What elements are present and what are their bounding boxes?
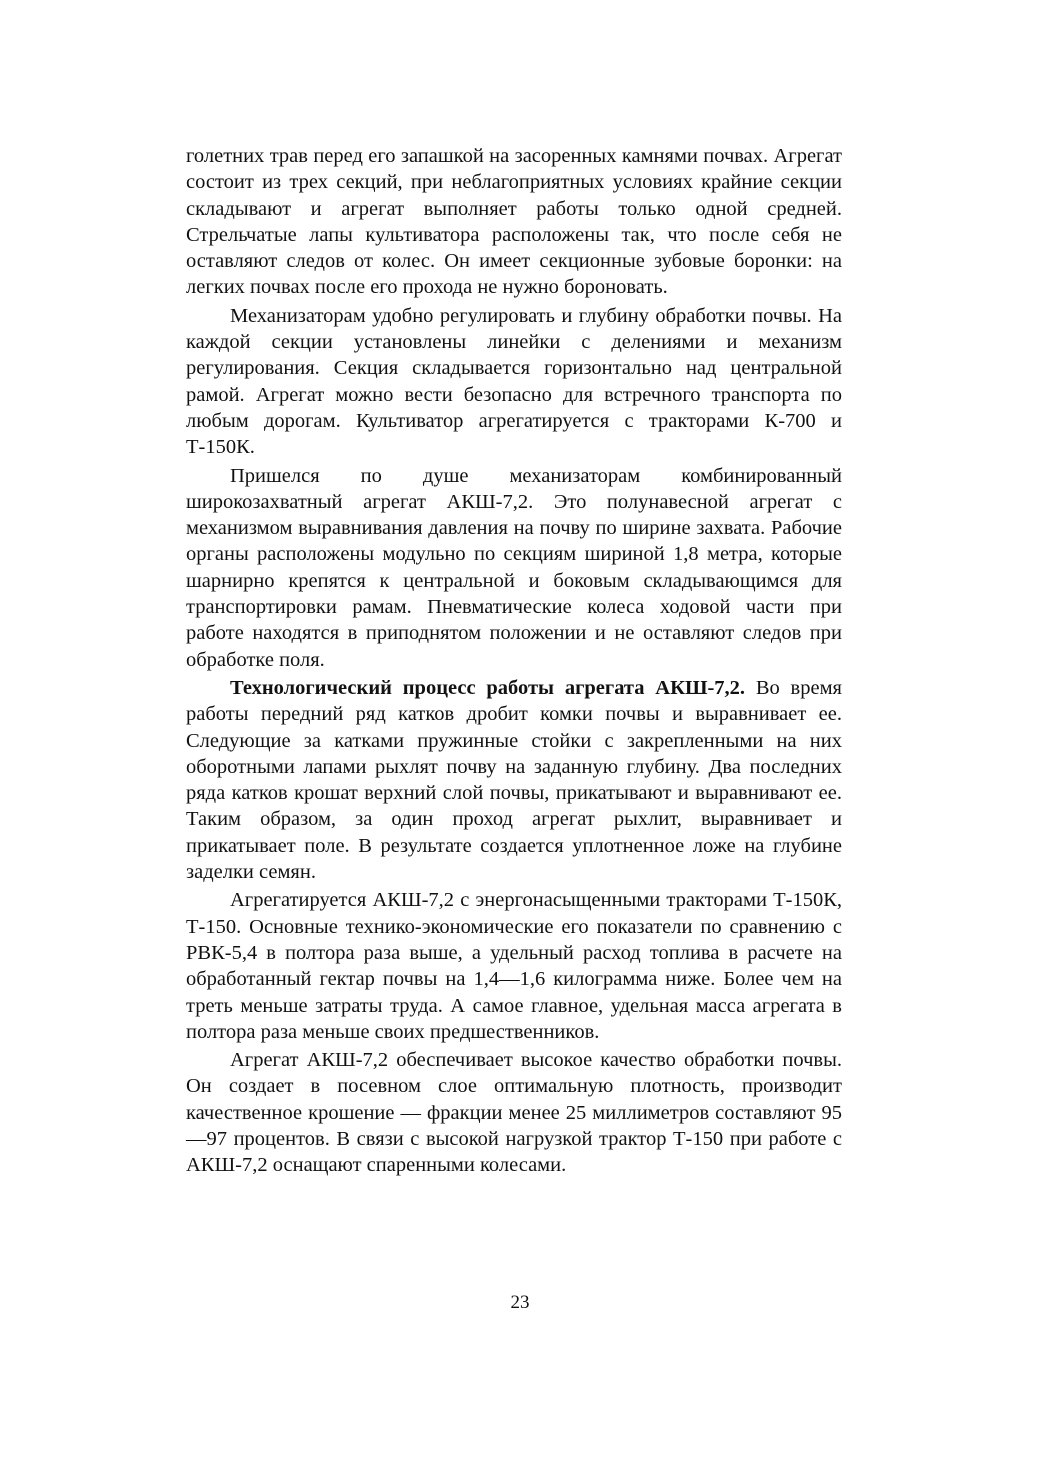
paragraph-4-text: Во время работы передний ряд катков дробит комки почвы и выравнивает ее. Следующие за катками пружинные стойки с закрепленными на них оборотными лапами рыхлят почву на заданную глубину. Два последних ряда катков крошат верхний слой почвы, прикатывают и выравнивают ее. Таким образом, за один проход агрегат рыхлит, выравнивает и прикатывает поле. В результате создается уплотненное ложе на глубине заделки семян. (186, 676, 842, 884)
paragraph-3: Пришелся по душе механизаторам комбинированный широкозахватный агрегат АКШ-7,2. Это полунавесной агрегат с механизмом выравнивания давления на почву по ширине захвата. Рабочие органы расположены модульно по секциям шириной 1,8 метра, которые шарнирно крепятся к центральной и боковым складывающимся для транспортировки рамам. Пневматические колеса ходовой части при работе находятся в приподнятом положении и не оставляют следов при обработке поля. (186, 464, 842, 671)
body-text (186, 143, 842, 1181)
page-number: 23 (510, 1292, 530, 1313)
paragraph-6: Агрегат АКШ-7,2 обеспечивает высокое качество обработки почвы. Он создает в посевном слое оптимальную плотность, производит качественное крошение — фракции менее 25 миллиметров составляют 95—97 процентов. В связи с высокой нагрузкой трактор Т-150 при работе с АКШ-7,2 оснащают спаренными колесами. (186, 1049, 842, 1177)
paragraph-5: Агрегатируется АКШ-7,2 с энергонасыщенными тракторами Т-150К, Т-150. Основные технико-экономические его показатели по сравнению с РВК-5,4 в полтора раза выше, а удельный расход топлива в расчете на обработанный гектар почвы на 1,4—1,6 килограмма ниже. Более чем на треть меньше затраты труда. А самое главное, удельная масса агрегата в полтора раза меньше своих предшественников. (186, 889, 842, 1043)
section-heading: Технологический процесс работы агрегата АКШ-7,2. (230, 676, 746, 699)
paragraph-1: голетних трав перед его запашкой на засоренных камнями почвах. Агрегат состоит из трех секций, при неблагоприятных условиях крайние секции складывают и агрегат выполняет работы только одной средней. Стрельчатые лапы культиватора расположены так, что после себя не оставляют следов от колес. Он имеет секционные зубовые боронки: на легких почвах после его прохода не нужно бороновать. (186, 145, 842, 299)
paragraph-4 (186, 675, 842, 885)
paragraph-2: Механизаторам удобно регулировать и глубину обработки почвы. На каждой секции установлены линейки с делениями и механизм регулирования. Секция складывается горизонтально над центральной рамой. Агрегат можно вести безопасно для встречного транспорта по любым дорогам. Культиватор агрегатируется с тракторами К-700 и Т-150К. (186, 304, 842, 459)
